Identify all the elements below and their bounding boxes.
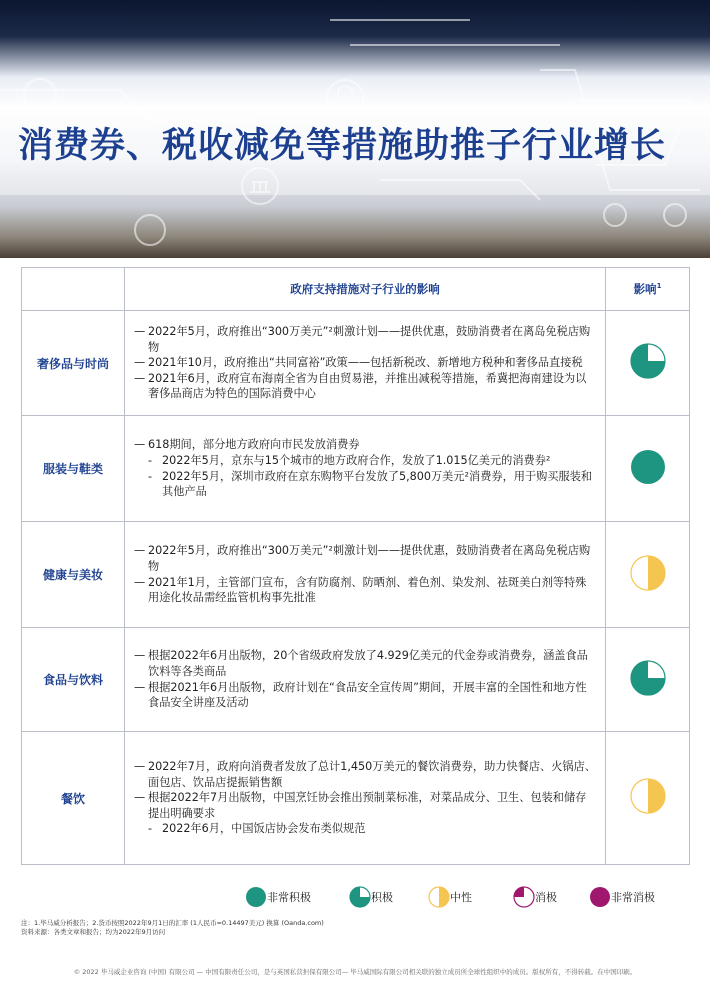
bullet: — 2022年5月，政府推出“300万美元”²刺激计划——提供优惠，鼓励消费者在离岛免税店购物 [134, 324, 597, 355]
impact-cell [606, 522, 690, 628]
bullet: — 2021年1月，主管部门宣布，含有防腐剂、防晒剂、着色剂、染发剂、祛斑美白剂等特殊用途化妆品需经监管机构事先批准 [134, 575, 597, 606]
legend-label: 非常积极 [267, 891, 311, 904]
legend-negative [513, 886, 557, 908]
bullet-text: 2022年5月，政府推出“300万美元”²刺激计划——提供优惠，鼓励消费者在离岛免税店购物 [148, 325, 591, 354]
row-bullets [125, 732, 606, 865]
legend-label: 消极 [535, 891, 557, 904]
category-apparel: 服装与鞋类 [22, 416, 125, 522]
bullet-text: 618期间，部分地方政府向市民发放消费券 [148, 438, 360, 452]
legend-label: 积极 [371, 891, 393, 904]
row-bullets [125, 416, 606, 522]
positive-icon [349, 886, 371, 908]
impact-cell [606, 311, 690, 416]
copyright-footer: © 2022 毕马威企业咨询 (中国) 有限公司 — 中国有限责任公司，是与英国私营担保有限公司— 毕马威国际有限公司相关联的独立成员所全球性组织中的成员。版权所有，不得转载。在中国印刷。 [73, 968, 637, 976]
category-dining: 餐饮 [22, 732, 125, 865]
measures-table [21, 267, 690, 865]
bullet: — 2021年10月，政府推出“共同富裕”政策——包括新税改、新增地方税种和奢侈品直接税 [134, 356, 583, 370]
bullet-text: 2022年5月，深圳市政府在京东购物平台发放了5,800万美元²消费券，用于购买服装和其他产品 [162, 469, 593, 499]
table-header-row [22, 268, 690, 311]
bullet: — 2021年6月，政府宣布海南全省为自由贸易港，并推出减税等措施，希冀把海南建设为以奢侈品商店为特色的国际消费中心 [134, 371, 597, 402]
legend-very-negative [589, 886, 655, 908]
bullet: — 根据2021年6月出版物，政府计划在“食品安全宣传周”期间，开展丰富的全国性和地方性食品安全讲座及活动 [134, 680, 597, 711]
sub-bullet: - 2022年6月，中国饭店协会发布类似规范 [148, 822, 366, 836]
impact-positive-icon [630, 660, 666, 696]
row-bullets [125, 628, 606, 732]
legend-neutral [428, 886, 472, 908]
footnote-1: 注：1.毕马威分析报告；2.货币按照2022年9月1日的汇率 (1人民币=0.14497美元) 换算 (Oanda.com) [21, 919, 324, 927]
bullet: — 根据2022年6月出版物，20个省级政府发放了4.929亿美元的代金券或消费券，涵盖食品饮料等各类商品 [134, 648, 597, 679]
bullet-text: 2022年5月，政府推出“300万美元”²刺激计划——提供优惠，鼓励消费者在离岛免税店购物 [148, 544, 591, 573]
category-beauty: 健康与美妆 [22, 522, 125, 628]
sub-bullet: - 2022年5月，京东与15个城市的地方政府合作，发放了1.015亿美元的消费券² [148, 453, 551, 467]
bullet-text: 2021年1月，主管部门宣布，含有防腐剂、防晒剂、着色剂、染发剂、祛斑美白剂等特殊用途化妆品需经监管机构事先批准 [148, 575, 587, 605]
header-measures: 政府支持措施对子行业的影响 [125, 268, 606, 311]
negative-icon [513, 886, 535, 908]
bullet: — 2022年5月，政府推出“300万美元”²刺激计划——提供优惠，鼓励消费者在离岛免税店购物 [134, 543, 597, 574]
impact-cell [606, 416, 690, 522]
header-impact-label: 影响 [633, 282, 657, 296]
table-row [22, 628, 690, 732]
bullet: — 根据2022年7月出版物，中国烹饪协会推出预制菜标准，对菜品成分、卫生、包装和储存提出明确要求 [134, 790, 597, 821]
very-negative-icon [589, 886, 611, 908]
legend-positive [349, 886, 393, 908]
bullet: — 618期间，部分地方政府向市民发放消费券 [134, 438, 360, 452]
table-row [22, 416, 690, 522]
very-positive-icon [245, 886, 267, 908]
header-banner [0, 0, 710, 258]
impact-cell [606, 628, 690, 732]
bullet-text: 根据2022年6月出版物，20个省级政府发放了4.929亿美元的代金券或消费券，涵盖食品饮料等各类商品 [148, 649, 588, 678]
table-row [22, 522, 690, 628]
bullet-text: 根据2022年7月出版物，中国烹饪协会推出预制菜标准，对菜品成分、卫生、包装和储存提出明确要求 [148, 791, 587, 820]
bullet-text: 2021年6月，政府宣布海南全省为自由贸易港，并推出减税等措施，希冀把海南建设为以奢侈品商店为特色的国际消费中心 [148, 371, 587, 401]
category-luxury: 奢侈品与时尚 [22, 311, 125, 416]
page-title: 消费券、税收减免等措施助推子行业增长 [18, 126, 667, 166]
category-food: 食品与饮料 [22, 628, 125, 732]
impact-neutral-icon [630, 555, 666, 591]
row-bullets [125, 311, 606, 416]
header-impact [606, 268, 690, 311]
bullet: — 2022年7月，政府向消费者发放了总计1,450万美元的餐饮消费券，助力快餐店、火锅店、面包店、饮品店提振销售额 [134, 760, 596, 789]
legend-label: 非常消极 [611, 891, 655, 904]
sub-bullet: - 2022年5月，深圳市政府在京东购物平台发放了5,800万美元²消费券，用于购买服装和其他产品 [134, 469, 597, 500]
bullet-text: 2022年7月，政府向消费者发放了总计1,450万美元的餐饮消费券，助力快餐店、火锅店、面包店、饮品店提振销售额 [148, 760, 596, 789]
impact-very-positive-icon [630, 449, 666, 485]
footnotes [21, 919, 324, 937]
impact-neutral-icon [630, 778, 666, 814]
row-bullets [125, 522, 606, 628]
bullet-text: 根据2021年6月出版物，政府计划在“食品安全宣传周”期间，开展丰富的全国性和地方性食品安全讲座及活动 [148, 680, 587, 710]
impact-positive-icon [630, 343, 666, 379]
header-impact-footnote: 1 [656, 282, 662, 291]
footnote-source: 资料来源：各类文章和报告；均为2022年9月访问 [21, 928, 166, 936]
bullet-text: 2021年10月，政府推出“共同富裕”政策——包括新税改、新增地方税种和奢侈品直接税 [148, 356, 583, 370]
neutral-icon [428, 886, 450, 908]
table-row [22, 732, 690, 865]
bullet-text: 2022年6月，中国饭店协会发布类似规范 [162, 822, 366, 836]
header-empty [22, 268, 125, 311]
table-row [22, 311, 690, 416]
bullet-text: 2022年5月，京东与15个城市的地方政府合作，发放了1.015亿美元的消费券² [162, 453, 551, 467]
impact-cell [606, 732, 690, 865]
legend-label: 中性 [450, 891, 472, 904]
legend-very-positive [245, 886, 311, 908]
